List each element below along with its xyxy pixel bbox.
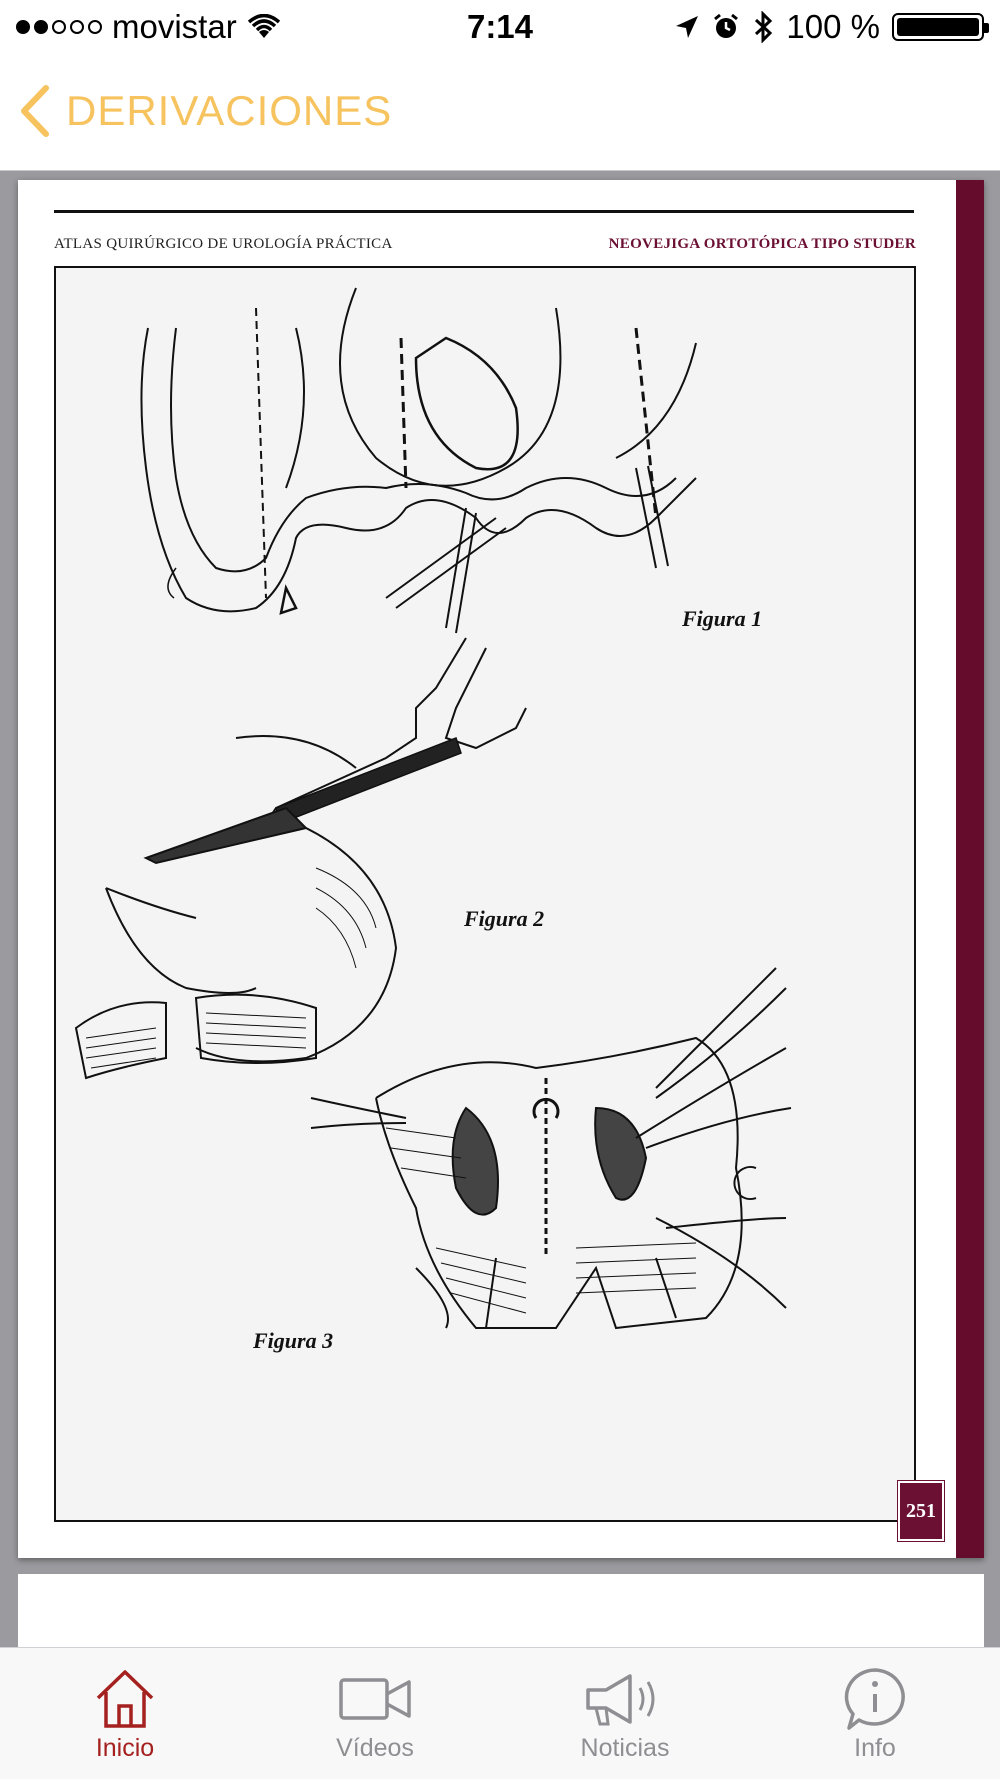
battery-fill — [897, 18, 979, 36]
header-rule — [54, 210, 914, 213]
running-header-book-title: ATLAS QUIRÚRGICO DE UROLOGÍA PRÁCTICA — [54, 236, 393, 252]
back-button-label: DERIVACIONES — [66, 87, 393, 134]
status-time: 7:14 — [466, 8, 534, 45]
megaphone-icon — [582, 1664, 668, 1734]
home-icon — [90, 1664, 160, 1734]
battery-icon — [892, 13, 984, 41]
tab-info-label: Info — [854, 1734, 896, 1762]
info-icon — [839, 1664, 911, 1734]
figure-1-caption: Figura 1 — [682, 606, 763, 631]
battery-percent: 100 % — [786, 8, 880, 45]
location-arrow-icon — [674, 14, 700, 40]
tab-videos-label: Vídeos — [336, 1734, 414, 1762]
tab-inicio-label: Inicio — [95, 1734, 155, 1762]
status-right — [674, 8, 984, 46]
surgical-illustration — [56, 268, 914, 1520]
figure-3-illustration — [311, 968, 791, 1328]
tab-info[interactable] — [750, 1648, 1000, 1779]
running-header-chapter-title: NEOVEJIGA ORTOTÓPICA TIPO STUDER — [608, 236, 916, 252]
page-edge-band — [956, 180, 984, 1558]
navigation-bar — [0, 56, 1000, 171]
tab-bar — [0, 1647, 1000, 1779]
status-bar — [0, 0, 1000, 56]
page-number-badge: 251 — [898, 1481, 944, 1541]
carrier-name: movistar — [112, 8, 237, 45]
document-viewer[interactable] — [0, 171, 1000, 1647]
tab-noticias[interactable] — [500, 1648, 750, 1779]
tab-videos[interactable] — [250, 1648, 500, 1779]
figure-1-illustration — [141, 288, 696, 633]
tab-noticias-label: Noticias — [580, 1734, 670, 1762]
document-page — [18, 180, 984, 1558]
figure-3-caption: Figura 3 — [253, 1328, 334, 1353]
back-button[interactable] — [18, 84, 392, 138]
figure-2-illustration — [76, 638, 526, 1078]
next-document-page — [18, 1574, 984, 1647]
illustration-frame — [54, 266, 916, 1522]
chevron-left-icon — [18, 84, 52, 138]
figure-2-caption: Figura 2 — [464, 906, 545, 931]
video-camera-icon — [335, 1664, 415, 1734]
tab-inicio[interactable] — [0, 1648, 250, 1779]
alarm-icon — [712, 13, 740, 41]
bluetooth-icon — [752, 11, 774, 43]
